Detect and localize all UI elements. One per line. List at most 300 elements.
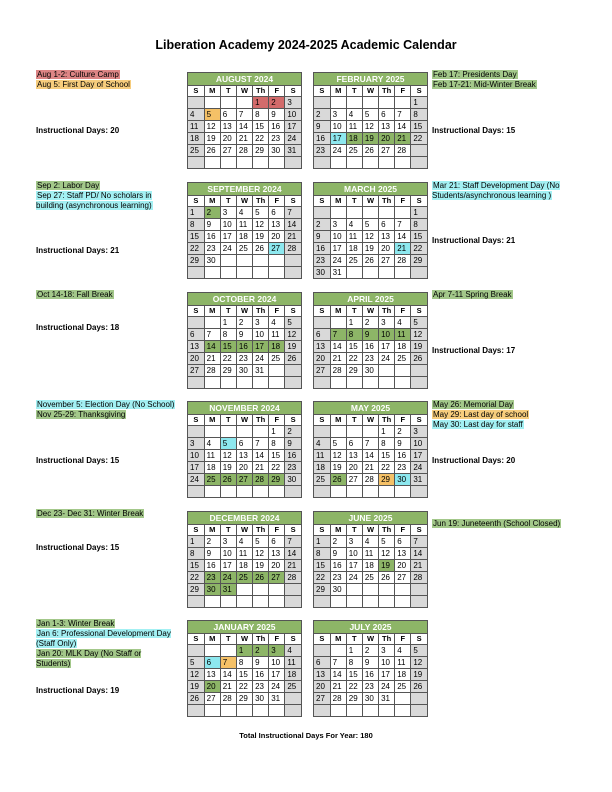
- day-cell: 11: [362, 548, 378, 560]
- day-cell: 23: [204, 243, 220, 255]
- day-cell: [285, 693, 301, 705]
- day-cell: 16: [253, 669, 269, 681]
- month-title: NOVEMBER 2024: [188, 402, 301, 415]
- day-cell: 24: [220, 243, 236, 255]
- day-cell: [395, 486, 411, 498]
- notes-nov: [36, 400, 181, 420]
- day-cell: [236, 596, 252, 608]
- day-cell: 13: [395, 548, 411, 560]
- day-cell: 15: [188, 231, 204, 243]
- weekday-header: M: [204, 306, 220, 317]
- day-cell: 12: [253, 548, 269, 560]
- day-cell: 13: [346, 450, 362, 462]
- day-cell: [362, 486, 378, 498]
- day-cell: 26: [204, 145, 220, 157]
- weekday-header: W: [236, 415, 252, 426]
- day-cell: 27: [379, 145, 395, 157]
- weekday-header: S: [314, 634, 330, 645]
- day-cell: 16: [362, 341, 378, 353]
- weekday-header: T: [220, 415, 236, 426]
- day-cell: 28: [330, 693, 346, 705]
- day-cell: 4: [346, 109, 362, 121]
- day-cell: 4: [395, 645, 411, 657]
- day-cell: 1: [411, 97, 427, 109]
- weekday-header: W: [236, 525, 252, 536]
- day-cell: 10: [253, 329, 269, 341]
- day-cell: 15: [411, 231, 427, 243]
- day-cell: [269, 705, 285, 717]
- day-cell: 17: [220, 231, 236, 243]
- day-cell: 17: [269, 669, 285, 681]
- note-text: Mar 21: Staff Development Day (No Students/asynchronous learning ): [432, 181, 560, 200]
- day-cell: 25: [362, 572, 378, 584]
- day-cell: 7: [220, 657, 236, 669]
- weekday-header: S: [285, 196, 301, 207]
- day-cell: 25: [188, 145, 204, 157]
- day-cell: 10: [379, 657, 395, 669]
- day-cell: 27: [314, 365, 330, 377]
- day-cell: 23: [285, 462, 301, 474]
- day-cell: [346, 267, 362, 279]
- weekday-header: Th: [253, 415, 269, 426]
- day-cell: 22: [188, 572, 204, 584]
- note-text: May 26: Memorial Day: [433, 400, 514, 409]
- day-cell: 24: [330, 145, 346, 157]
- day-cell: 28: [236, 145, 252, 157]
- note-text: May 30: Last day for staff: [433, 420, 523, 429]
- day-cell: 12: [285, 329, 301, 341]
- day-cell: [330, 705, 346, 717]
- day-cell: 28: [285, 572, 301, 584]
- day-cell: [204, 317, 220, 329]
- weekday-header: T: [346, 415, 362, 426]
- month-title: MARCH 2025: [314, 183, 427, 196]
- page-title: Liberation Academy 2024-2025 Academic Calendar: [155, 38, 457, 52]
- note-text: Sep 27: Staff PD/ No scholars in building (asynchronous learning): [36, 191, 152, 210]
- note-text: Apr 7-11 Spring Break: [433, 290, 512, 299]
- day-cell: 14: [411, 548, 427, 560]
- weekday-header: S: [314, 306, 330, 317]
- day-cell: 7: [411, 536, 427, 548]
- day-cell: 30: [395, 474, 411, 486]
- weekday-header: T: [220, 86, 236, 97]
- day-cell: 1: [379, 426, 395, 438]
- day-cell: 26: [379, 572, 395, 584]
- day-cell: 17: [330, 133, 346, 145]
- instructional-days-mar: Instructional Days: 21: [432, 236, 516, 245]
- day-cell: 6: [314, 329, 330, 341]
- day-cell: [253, 596, 269, 608]
- day-cell: 9: [314, 231, 330, 243]
- day-cell: [220, 486, 236, 498]
- day-cell: [314, 705, 330, 717]
- day-cell: [188, 426, 204, 438]
- day-cell: 4: [346, 219, 362, 231]
- weekday-header: M: [330, 525, 346, 536]
- day-cell: 11: [236, 219, 252, 231]
- day-cell: 7: [362, 438, 378, 450]
- weekday-header: M: [204, 525, 220, 536]
- weekday-header: Th: [379, 306, 395, 317]
- day-cell: 6: [220, 109, 236, 121]
- note-text: Dec 23- Dec 31: Winter Break: [37, 509, 144, 518]
- day-cell: [362, 157, 378, 169]
- day-cell: [188, 267, 204, 279]
- weekday-header: W: [236, 306, 252, 317]
- day-cell: [204, 596, 220, 608]
- weekday-header: S: [411, 525, 427, 536]
- day-cell: [411, 693, 427, 705]
- calendar-august: [187, 72, 302, 169]
- weekday-header: F: [395, 415, 411, 426]
- day-cell: 29: [220, 365, 236, 377]
- day-cell: 19: [220, 462, 236, 474]
- day-cell: 14: [395, 231, 411, 243]
- day-cell: 4: [314, 438, 330, 450]
- day-cell: 19: [285, 341, 301, 353]
- day-cell: 15: [411, 121, 427, 133]
- day-cell: 27: [379, 255, 395, 267]
- day-cell: [188, 317, 204, 329]
- day-cell: 4: [236, 536, 252, 548]
- note-text: Nov 25-29: Thanksgiving: [37, 410, 126, 419]
- weekday-header: S: [285, 634, 301, 645]
- day-cell: 11: [395, 329, 411, 341]
- weekday-header: F: [269, 634, 285, 645]
- day-cell: [379, 584, 395, 596]
- day-cell: 9: [395, 438, 411, 450]
- day-cell: 16: [204, 560, 220, 572]
- day-cell: 22: [314, 572, 330, 584]
- day-cell: [236, 584, 252, 596]
- day-cell: 10: [330, 231, 346, 243]
- day-cell: 8: [346, 657, 362, 669]
- day-cell: 21: [395, 243, 411, 255]
- day-cell: 9: [330, 548, 346, 560]
- day-cell: 5: [253, 536, 269, 548]
- day-cell: 17: [220, 560, 236, 572]
- day-cell: 17: [330, 243, 346, 255]
- day-cell: 1: [346, 645, 362, 657]
- weekday-header: Th: [379, 196, 395, 207]
- day-cell: 5: [253, 207, 269, 219]
- weekday-header: W: [362, 86, 378, 97]
- day-cell: 17: [253, 341, 269, 353]
- weekday-header: F: [269, 86, 285, 97]
- day-cell: 24: [379, 353, 395, 365]
- day-cell: 4: [204, 438, 220, 450]
- day-cell: 5: [285, 317, 301, 329]
- day-cell: 27: [220, 145, 236, 157]
- notes-dec: [36, 509, 176, 519]
- day-cell: 13: [220, 121, 236, 133]
- day-cell: [314, 377, 330, 389]
- day-cell: [285, 596, 301, 608]
- day-cell: 19: [379, 560, 395, 572]
- day-cell: [395, 97, 411, 109]
- day-cell: 8: [269, 438, 285, 450]
- day-cell: [253, 377, 269, 389]
- day-cell: [362, 267, 378, 279]
- day-cell: 12: [411, 329, 427, 341]
- day-cell: 14: [236, 121, 252, 133]
- day-cell: 18: [314, 462, 330, 474]
- day-cell: 9: [285, 438, 301, 450]
- day-cell: 21: [220, 681, 236, 693]
- day-cell: 22: [411, 133, 427, 145]
- weekday-header: Th: [379, 415, 395, 426]
- day-cell: 4: [362, 536, 378, 548]
- day-cell: 27: [269, 243, 285, 255]
- day-cell: 9: [236, 329, 252, 341]
- day-cell: [379, 157, 395, 169]
- day-cell: 23: [314, 255, 330, 267]
- day-cell: 11: [204, 450, 220, 462]
- weekday-header: S: [411, 415, 427, 426]
- day-cell: 8: [188, 219, 204, 231]
- day-cell: [362, 377, 378, 389]
- day-cell: [395, 596, 411, 608]
- day-cell: 25: [346, 255, 362, 267]
- day-cell: [220, 705, 236, 717]
- notes-mar: [432, 181, 582, 201]
- weekday-header: S: [314, 196, 330, 207]
- weekday-header: M: [204, 634, 220, 645]
- day-cell: 29: [346, 365, 362, 377]
- day-cell: [395, 207, 411, 219]
- day-cell: 26: [253, 243, 269, 255]
- day-cell: [362, 596, 378, 608]
- day-cell: 1: [346, 317, 362, 329]
- weekday-header: T: [346, 86, 362, 97]
- day-cell: 31: [269, 693, 285, 705]
- calendar-may: [313, 401, 428, 498]
- day-cell: 5: [188, 657, 204, 669]
- day-cell: [188, 157, 204, 169]
- weekday-header: T: [220, 196, 236, 207]
- weekday-header: Th: [379, 634, 395, 645]
- day-cell: 16: [269, 121, 285, 133]
- day-cell: 26: [362, 145, 378, 157]
- day-cell: 24: [285, 133, 301, 145]
- calendar-july: [313, 620, 428, 717]
- day-cell: 9: [269, 109, 285, 121]
- day-cell: 21: [395, 133, 411, 145]
- weekday-header: F: [395, 86, 411, 97]
- weekday-header: Th: [253, 86, 269, 97]
- day-cell: [285, 705, 301, 717]
- day-cell: [269, 157, 285, 169]
- weekday-header: F: [395, 306, 411, 317]
- day-cell: [188, 486, 204, 498]
- day-cell: 16: [204, 231, 220, 243]
- day-cell: [253, 255, 269, 267]
- day-cell: 15: [188, 560, 204, 572]
- day-cell: 31: [411, 474, 427, 486]
- day-cell: 6: [204, 657, 220, 669]
- calendar-january: [187, 620, 302, 717]
- day-cell: 1: [188, 207, 204, 219]
- day-cell: [330, 645, 346, 657]
- day-cell: 2: [362, 645, 378, 657]
- day-cell: [379, 377, 395, 389]
- notes-feb: [432, 70, 582, 90]
- day-cell: [285, 365, 301, 377]
- weekday-header: S: [411, 86, 427, 97]
- day-cell: [314, 596, 330, 608]
- day-cell: [395, 705, 411, 717]
- day-cell: 12: [362, 231, 378, 243]
- day-cell: [269, 377, 285, 389]
- calendar-april: [313, 292, 428, 389]
- day-cell: 28: [362, 474, 378, 486]
- day-cell: 3: [330, 109, 346, 121]
- weekday-header: T: [346, 306, 362, 317]
- day-cell: 21: [236, 133, 252, 145]
- day-cell: 3: [220, 536, 236, 548]
- notes-apr: [432, 290, 582, 300]
- day-cell: 17: [285, 121, 301, 133]
- day-cell: 28: [395, 255, 411, 267]
- day-cell: 19: [253, 231, 269, 243]
- day-cell: 24: [379, 681, 395, 693]
- day-cell: 18: [395, 341, 411, 353]
- day-cell: 27: [346, 474, 362, 486]
- instructional-days-oct: Instructional Days: 18: [36, 323, 120, 332]
- day-cell: 17: [379, 669, 395, 681]
- day-cell: 20: [314, 681, 330, 693]
- day-cell: 13: [269, 548, 285, 560]
- weekday-header: Th: [253, 525, 269, 536]
- day-cell: 3: [330, 219, 346, 231]
- day-cell: [236, 486, 252, 498]
- day-cell: 3: [411, 426, 427, 438]
- day-cell: 3: [220, 207, 236, 219]
- day-cell: 17: [188, 462, 204, 474]
- day-cell: 20: [314, 353, 330, 365]
- day-cell: 29: [236, 693, 252, 705]
- day-cell: 10: [188, 450, 204, 462]
- day-cell: 3: [253, 317, 269, 329]
- day-cell: 7: [204, 329, 220, 341]
- day-cell: 15: [236, 669, 252, 681]
- day-cell: [220, 97, 236, 109]
- weekday-header: F: [395, 196, 411, 207]
- day-cell: [395, 267, 411, 279]
- day-cell: 8: [379, 438, 395, 450]
- day-cell: [188, 596, 204, 608]
- day-cell: [362, 207, 378, 219]
- day-cell: 25: [236, 572, 252, 584]
- weekday-header: M: [204, 86, 220, 97]
- day-cell: 29: [188, 584, 204, 596]
- day-cell: 1: [314, 536, 330, 548]
- day-cell: [269, 596, 285, 608]
- day-cell: [204, 705, 220, 717]
- day-cell: 12: [379, 548, 395, 560]
- day-cell: [220, 157, 236, 169]
- day-cell: [346, 486, 362, 498]
- day-cell: [236, 267, 252, 279]
- day-cell: 23: [330, 572, 346, 584]
- weekday-header: Th: [379, 86, 395, 97]
- weekday-header: M: [204, 415, 220, 426]
- weekday-header: S: [411, 634, 427, 645]
- day-cell: 10: [411, 438, 427, 450]
- instructional-days-aug: Instructional Days: 20: [36, 126, 120, 135]
- day-cell: 18: [285, 669, 301, 681]
- day-cell: 17: [411, 450, 427, 462]
- day-cell: [204, 157, 220, 169]
- day-cell: 14: [204, 341, 220, 353]
- weekday-header: F: [269, 525, 285, 536]
- weekday-header: T: [220, 525, 236, 536]
- note-text: November 5: Election Day (No School): [37, 400, 175, 409]
- day-cell: 16: [395, 450, 411, 462]
- day-cell: 7: [285, 536, 301, 548]
- day-cell: 31: [285, 145, 301, 157]
- instructional-days-may: Instructional Days: 20: [432, 456, 516, 465]
- weekday-header: Th: [379, 525, 395, 536]
- day-cell: [220, 596, 236, 608]
- day-cell: 24: [188, 474, 204, 486]
- note-text: Feb 17-21: Mid-Winter Break: [433, 80, 536, 89]
- day-cell: 10: [285, 109, 301, 121]
- month-title: DECEMBER 2024: [188, 512, 301, 525]
- day-cell: 28: [395, 145, 411, 157]
- day-cell: 28: [411, 572, 427, 584]
- day-cell: 28: [220, 693, 236, 705]
- day-cell: 7: [330, 657, 346, 669]
- day-cell: 6: [269, 207, 285, 219]
- day-cell: 26: [362, 255, 378, 267]
- weekday-header: S: [314, 86, 330, 97]
- day-cell: 2: [395, 426, 411, 438]
- day-cell: 20: [379, 243, 395, 255]
- day-cell: 9: [362, 329, 378, 341]
- day-cell: [330, 207, 346, 219]
- weekday-header: W: [236, 86, 252, 97]
- day-cell: [204, 486, 220, 498]
- day-cell: 6: [314, 657, 330, 669]
- month-title: JULY 2025: [314, 621, 427, 634]
- weekday-header: T: [346, 634, 362, 645]
- day-cell: [220, 377, 236, 389]
- day-cell: 14: [362, 450, 378, 462]
- day-cell: [330, 596, 346, 608]
- day-cell: [236, 705, 252, 717]
- day-cell: 4: [236, 207, 252, 219]
- day-cell: 1: [188, 536, 204, 548]
- day-cell: [379, 97, 395, 109]
- note-text: Jan 1-3: Winter Break: [37, 619, 115, 628]
- day-cell: 19: [411, 341, 427, 353]
- day-cell: 26: [411, 681, 427, 693]
- day-cell: 8: [253, 109, 269, 121]
- day-cell: 3: [188, 438, 204, 450]
- day-cell: 16: [285, 450, 301, 462]
- day-cell: 29: [269, 474, 285, 486]
- weekday-header: S: [285, 415, 301, 426]
- day-cell: [395, 365, 411, 377]
- day-cell: [285, 486, 301, 498]
- day-cell: 13: [188, 341, 204, 353]
- day-cell: 22: [379, 462, 395, 474]
- weekday-header: M: [330, 634, 346, 645]
- day-cell: 12: [220, 450, 236, 462]
- day-cell: 30: [314, 267, 330, 279]
- day-cell: 26: [220, 474, 236, 486]
